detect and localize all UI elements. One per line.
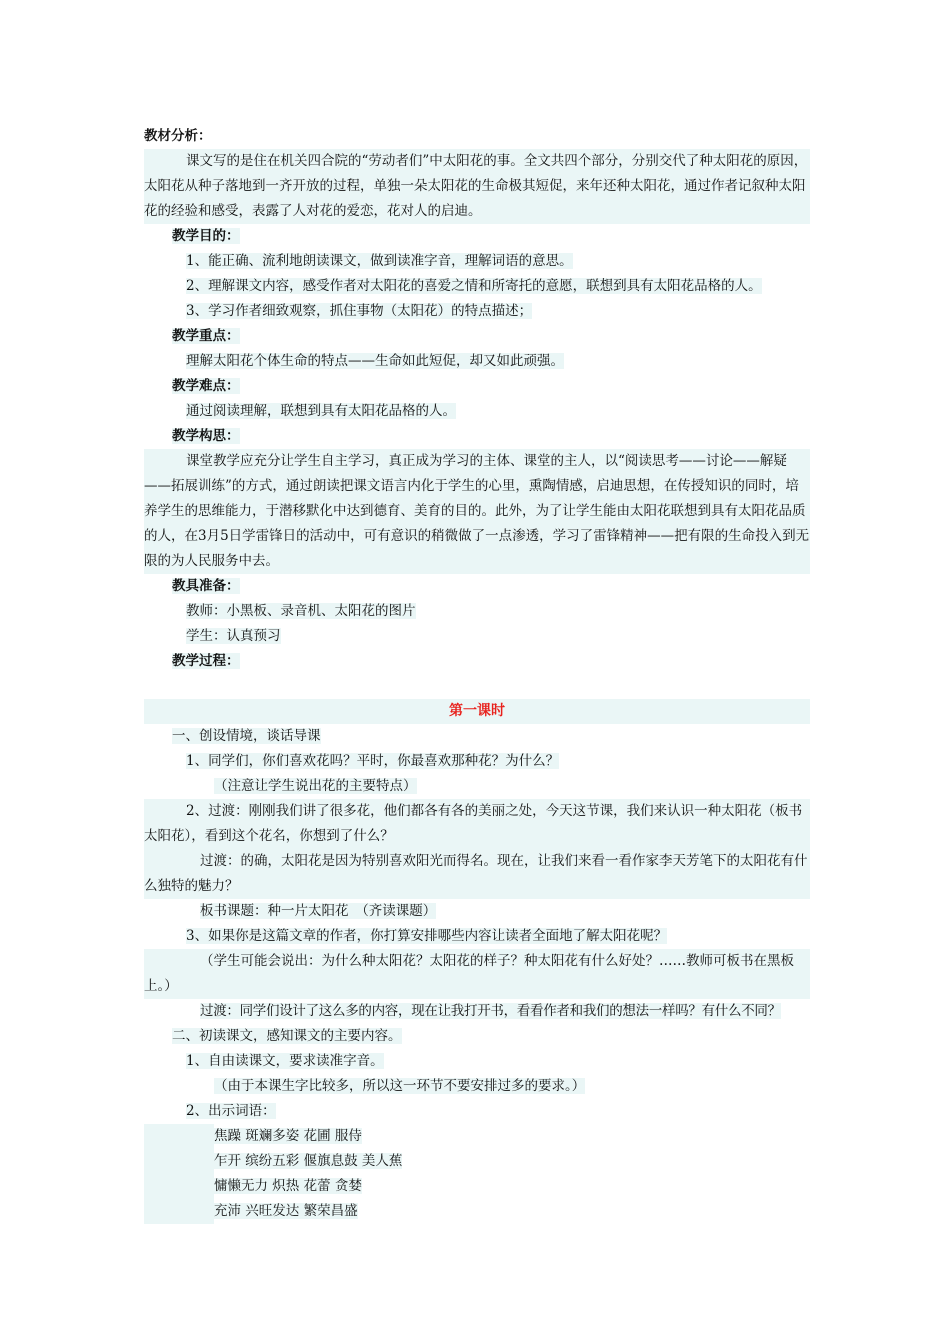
process-heading: 教学过程：: [172, 653, 240, 669]
vocab-row: 慵懒无力 炽热 花蕾 贪婪: [144, 1174, 810, 1199]
analysis-body: 课文写的是住在机关四合院的“劳动者们”中太阳花的事。全文共四个部分，分别交代了种太阳花的原因，太阳花从种子落地到一齐开放的过程，单独一朵太阳花的生命极其短促，来年还种太阳花，通过作者记叙种太阳花的经验和感受，表露了人对花的爱恋，花对人的启迪。: [144, 149, 810, 224]
keypoint-body: 理解太阳花个体生命的特点——生命如此短促，却又如此顽强。: [186, 353, 564, 369]
difficulty-body: 通过阅读理解，联想到具有太阳花品格的人。: [186, 403, 456, 419]
goal-item: 2、理解课文内容，感受作者对太阳花的喜爱之情和所寄托的意愿，联想到具有太阳花品格的人。: [186, 278, 762, 294]
reading-note: （由于本课生字比较多，所以这一环节不要安排过多的要求。）: [214, 1078, 586, 1094]
question-item: 2、过渡：刚刚我们讲了很多花，他们都各有各的美丽之处，今天这节课，我们来认识一种太阳花（板书太阳花），看到这个花名，你想到了什么？: [144, 799, 810, 849]
vocab-row: 乍开 缤纷五彩 偃旗息鼓 美人蕉: [144, 1149, 810, 1174]
board-title: 板书课题：种一片太阳花 （齐读课题）: [200, 903, 437, 919]
transition-text: 过渡：的确，太阳花是因为特别喜欢阳光而得名。现在，让我们来看一看作家李天芳笔下的太阳花有什么独特的魅力？: [144, 849, 810, 899]
concept-body: 课堂教学应充分让学生自主学习，真正成为学习的主体、课堂的主人，以“阅读思考——讨论——解疑——拓展训练”的方式，通过朗读把课文语言内化于学生的心里，熏陶情感，启迪思想，在传授知识的同时，培养学生的思维能力，于潜移默化中达到德育、美育的目的。此外，为了让学生能由太阳花联想到具有太阳花品质的人，在3月5日学雷锋日的活动中，可有意识的稍微做了一点渗透，学习了雷锋精神——把有限的生命投入到无限的为人民服务中去。: [144, 449, 810, 574]
vocab-row: 焦躁 斑斓多姿 花圃 服侍: [144, 1124, 810, 1149]
analysis-heading: 教材分析：: [144, 128, 212, 144]
question-note: （学生可能会说出：为什么种太阳花？太阳花的样子？种太阳花有什么好处？……教师可板书在黑板上。）: [144, 949, 810, 999]
section-heading: 一、创设情境，谈话导课: [172, 728, 321, 744]
question-note: （注意让学生说出花的主要特点）: [214, 778, 417, 794]
goal-item: 1、能正确、流利地朗读课文，做到读准字音，理解词语的意思。: [186, 253, 573, 269]
reading-item: 2、出示词语：: [186, 1103, 276, 1119]
lesson-title: 第一课时: [144, 699, 810, 724]
prep-student: 学生：认真预习: [186, 628, 281, 644]
reading-item: 1、自由读课文，要求读准字音。: [186, 1053, 384, 1069]
difficulty-heading: 教学难点：: [172, 378, 240, 394]
section-heading: 二、初读课文，感知课文的主要内容。: [172, 1028, 402, 1044]
question-item: 1、同学们，你们喜欢花吗？平时，你最喜欢那种花？为什么？: [186, 753, 560, 769]
prep-heading: 教具准备：: [172, 578, 240, 594]
lesson-plan: [144, 124, 810, 1224]
vocab-row: 充沛 兴旺发达 繁荣昌盛: [144, 1199, 810, 1224]
goal-item: 3、学习作者细致观察，抓住事物（太阳花）的特点描述；: [186, 303, 533, 319]
transition-text: 过渡：同学们设计了这么多的内容，现在让我打开书，看看作者和我们的想法一样吗？有什么不同？: [200, 1003, 781, 1019]
goals-heading: 教学目的：: [172, 228, 240, 244]
question-item: 3、如果你是这篇文章的作者，你打算安排哪些内容让读者全面地了解太阳花呢？: [186, 928, 668, 944]
concept-heading: 教学构思：: [172, 428, 240, 444]
prep-teacher: 教师：小黑板、录音机、太阳花的图片: [186, 603, 416, 619]
keypoint-heading: 教学重点：: [172, 328, 240, 344]
